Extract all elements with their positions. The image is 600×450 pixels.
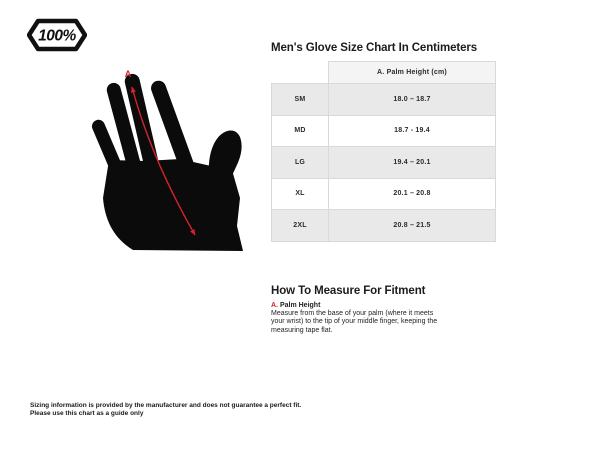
disclaimer-line-2: Please use this chart as a guide only xyxy=(30,410,144,418)
brand-logo-icon xyxy=(27,16,87,54)
disclaimer xyxy=(30,402,301,419)
table-header-row xyxy=(272,62,496,84)
range-cell: 18.0 – 18.7 xyxy=(329,84,496,116)
measurement-label-a: A xyxy=(124,69,132,79)
table-row-md xyxy=(272,115,496,147)
range-cell: 20.8 – 21.5 xyxy=(329,210,496,242)
measure-item-description: Measure from the base of your palm (where it meets your wrist) to the tip of your middle finger, keeping the measuring tape flat. xyxy=(271,310,438,334)
table-header-blank-cell xyxy=(272,62,329,84)
disclaimer-line-1: Sizing information is provided by the manufacturer and does not guarantee a perfect fit. xyxy=(30,402,302,409)
size-cell: 2XL xyxy=(272,210,329,242)
range-cell: 18.7 - 19.4 xyxy=(329,115,496,147)
hand-shape xyxy=(90,72,243,251)
brand-logo xyxy=(27,16,87,54)
column-header-palm-height: A. Palm Height (cm) xyxy=(329,62,496,84)
size-cell: MD xyxy=(272,115,329,147)
hand-silhouette-icon xyxy=(85,58,255,258)
table-row-sm xyxy=(272,84,496,116)
size-cell: SM xyxy=(272,84,329,116)
size-chart-title: Men's Glove Size Chart In Centimeters xyxy=(271,42,478,54)
range-cell: 20.1 – 20.8 xyxy=(329,178,496,210)
size-cell: LG xyxy=(272,147,329,179)
measure-heading: How To Measure For Fitment xyxy=(271,285,426,297)
table-row-2xl xyxy=(272,210,496,242)
size-cell: XL xyxy=(272,178,329,210)
logo-text: 100% xyxy=(38,27,76,45)
how-to-measure-section xyxy=(271,285,446,335)
table-row-xl xyxy=(272,178,496,210)
glove-figure xyxy=(85,58,255,258)
table-row-lg xyxy=(272,147,496,179)
measure-item-letter: A. xyxy=(271,302,278,309)
size-chart-table xyxy=(271,61,496,242)
measure-item-label xyxy=(271,302,446,309)
range-cell: 19.4 – 20.1 xyxy=(329,147,496,179)
measure-item-name: Palm Height xyxy=(279,302,321,309)
